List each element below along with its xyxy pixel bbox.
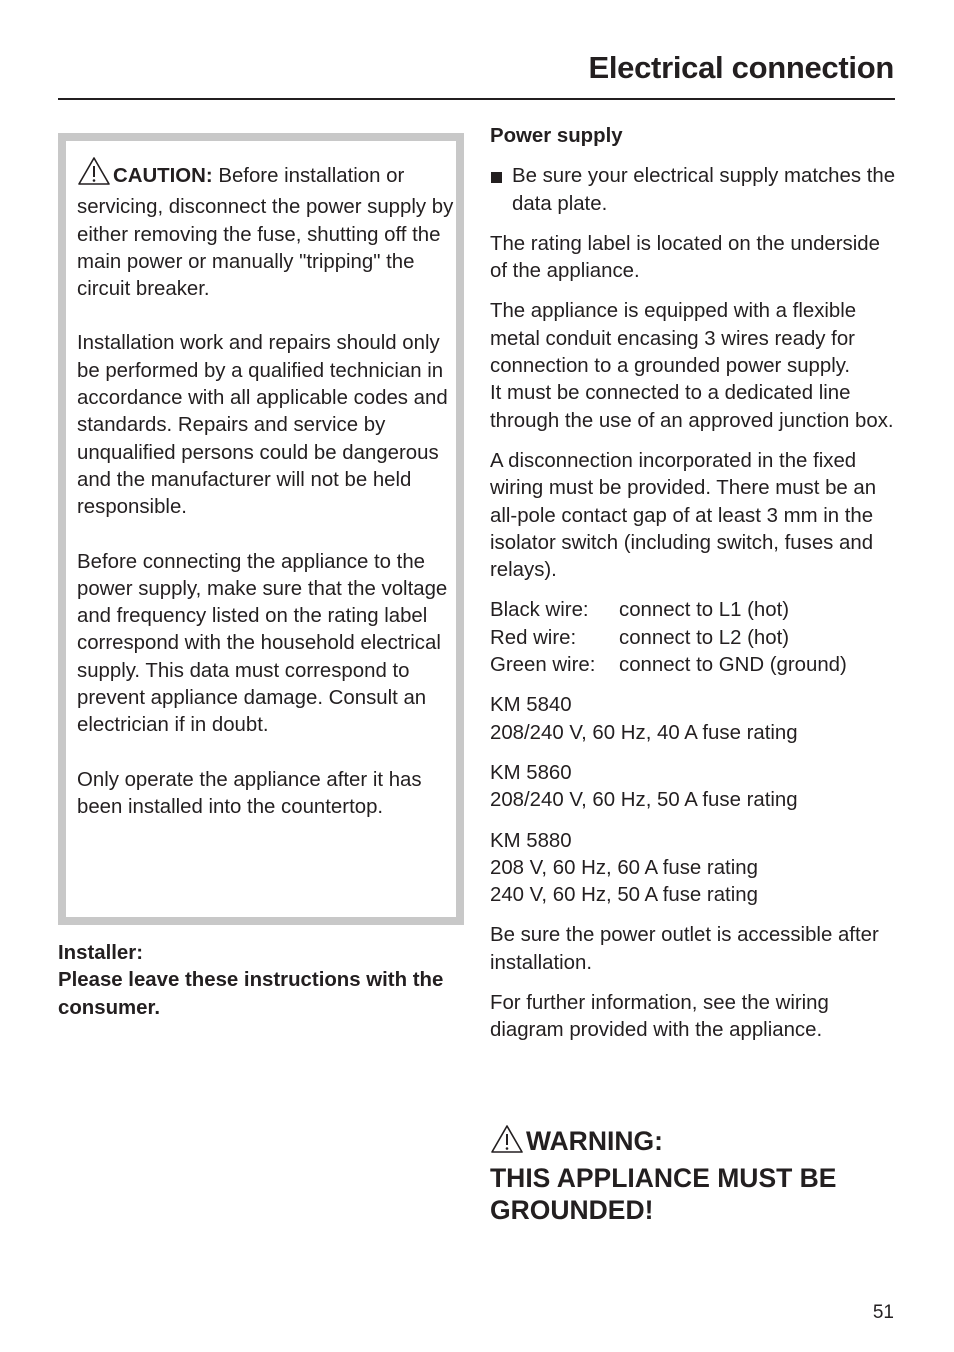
caution-box	[58, 133, 464, 925]
wire-row	[490, 597, 900, 624]
installer-instruction: Please leave these instructions with the consumer.	[58, 969, 444, 1019]
title-rule	[58, 98, 895, 100]
bullet-item	[490, 163, 900, 218]
wire-table	[490, 597, 900, 679]
wire-connection: connect to GND (ground)	[619, 654, 847, 677]
fuse-rating: 240 V, 60 Hz, 50 A fuse rating	[490, 884, 758, 907]
section-heading: Power supply	[490, 125, 623, 147]
disconnection-paragraph: A disconnection incorporated in the fixed wiring must be provided. There must be an all-pole contact gap of at least 3 mm in the isolator switch (including switch, fuses and relays).	[490, 449, 877, 582]
conduit-text: The appliance is equipped with a flexible metal conduit encasing 3 wires ready for connection to a grounded power supply.	[490, 300, 857, 378]
bullet-text: Be sure your electrical supply matches the data plate.	[512, 165, 896, 215]
warning-heading	[490, 1124, 910, 1162]
caution-text: Before installation or servicing, disconnect the power supply by either removing the fuse, shutting off the main power or manually "tripping" the circuit breaker.	[77, 165, 454, 301]
warning-triangle-icon	[77, 156, 111, 194]
page-number: 51	[872, 1302, 894, 1323]
caution-paragraph-3: Before connecting the appliance to the power supply, make sure that the voltage and frequency listed on the rating label correspond with the household electrical supply. This data must correspond to prevent appliance damage. Consult an electrician if in doubt.	[77, 550, 448, 737]
wire-color: Black wire:	[490, 599, 589, 622]
fuse-rating: 208 V, 60 Hz, 60 A fuse rating	[490, 856, 758, 879]
wire-color: Red wire:	[490, 626, 577, 649]
caution-content	[66, 141, 456, 917]
warning-label: WARNING:	[526, 1126, 663, 1156]
wire-color: Green wire:	[490, 654, 596, 677]
dedicated-line-text: It must be connected to a dedicated line through the use of an approved junction box.	[490, 382, 894, 432]
model-name: KM 5860	[490, 761, 572, 784]
caution-paragraph-4: Only operate the appliance after it has been installed into the countertop.	[77, 768, 422, 818]
caution-label: CAUTION:	[113, 165, 213, 187]
caution-paragraph-1	[77, 156, 456, 303]
installer-note	[58, 940, 458, 1022]
installer-label: Installer:	[58, 942, 143, 964]
outlet-paragraph: Be sure the power outlet is accessible after installation.	[490, 924, 879, 974]
fuse-rating: 208/240 V, 60 Hz, 50 A fuse rating	[490, 789, 798, 812]
rating-label-paragraph: The rating label is located on the underside of the appliance.	[490, 232, 880, 283]
conduit-paragraph	[490, 298, 900, 434]
warning-triangle-icon	[490, 1124, 524, 1162]
bullet-square-icon	[491, 172, 502, 183]
page-title: Electrical connection	[588, 50, 894, 85]
warning-text: THIS APPLIANCE MUST BE GROUNDED!	[490, 1162, 837, 1225]
wire-row	[490, 625, 900, 652]
model-name: KM 5880	[490, 829, 572, 852]
model-name: KM 5840	[490, 694, 572, 717]
wire-row	[490, 652, 900, 679]
power-supply-section	[490, 123, 900, 1058]
grounding-warning	[490, 1124, 910, 1227]
wiring-diagram-paragraph: For further information, see the wiring diagram provided with the appliance.	[490, 992, 829, 1042]
caution-paragraph-2: Installation work and repairs should only be performed by a qualified technician in accordance with all applicable codes and standards. Repairs and service by unqualified persons could be dangerous and the manufacturer will not be held responsible.	[77, 332, 448, 519]
wire-connection: connect to L2 (hot)	[619, 626, 790, 649]
wire-connection: connect to L1 (hot)	[619, 599, 790, 622]
model-spec	[490, 828, 900, 910]
fuse-rating: 208/240 V, 60 Hz, 40 A fuse rating	[490, 721, 798, 744]
model-spec	[490, 760, 900, 815]
model-spec	[490, 692, 900, 747]
